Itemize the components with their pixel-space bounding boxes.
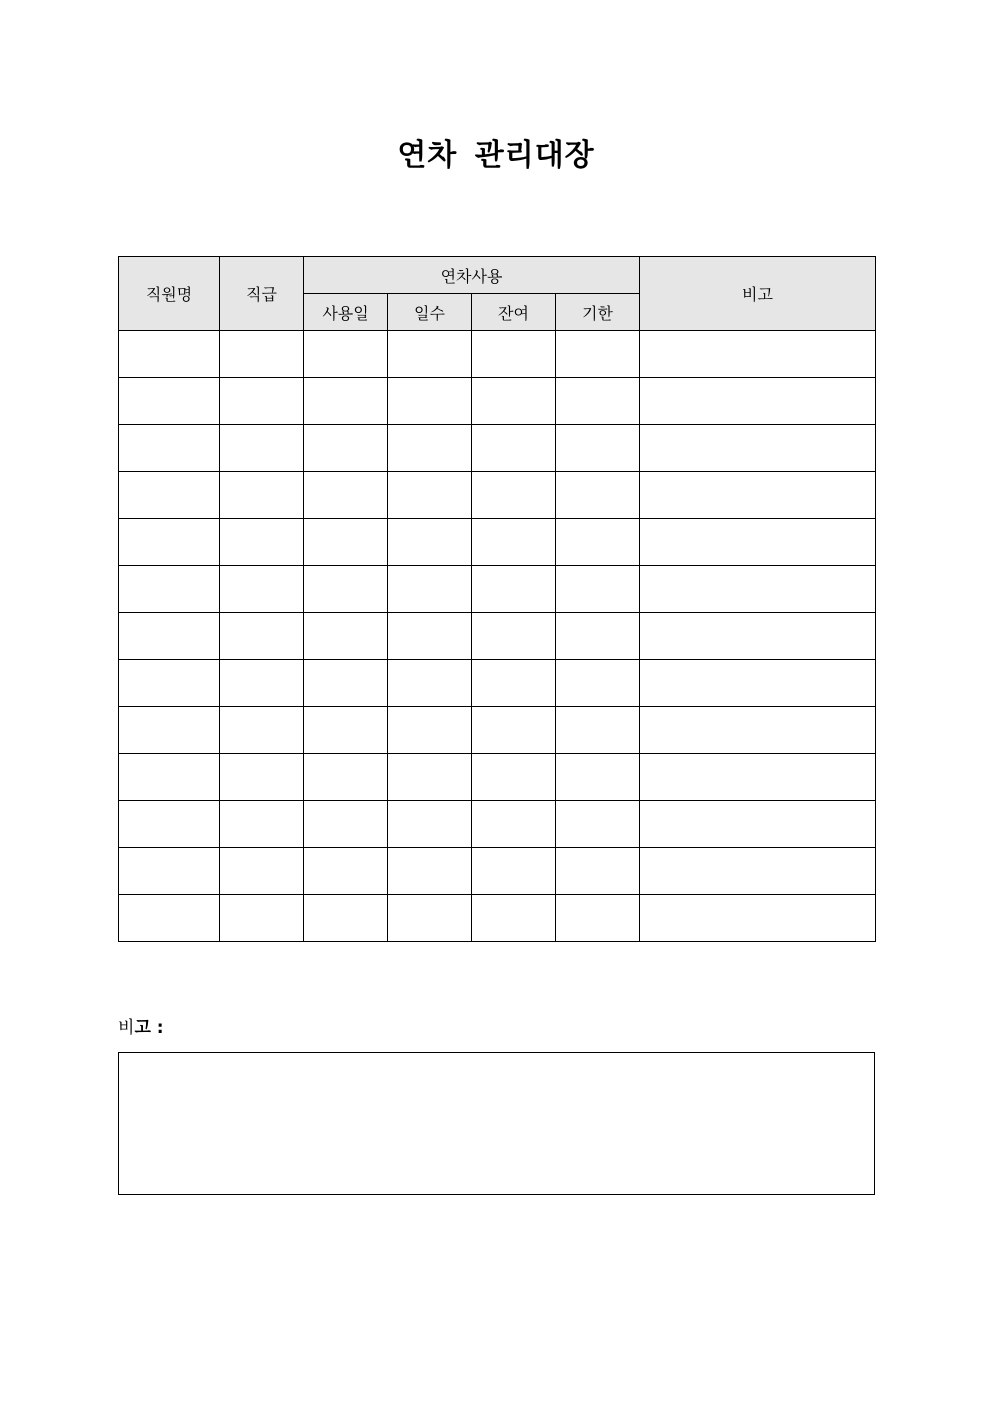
cell-remarks[interactable] (640, 707, 876, 754)
cell-position[interactable] (220, 425, 304, 472)
cell-deadline[interactable] (556, 660, 640, 707)
cell-position[interactable] (220, 801, 304, 848)
cell-days[interactable] (388, 660, 472, 707)
table-row (119, 660, 876, 707)
table-body (119, 331, 876, 942)
cell-deadline[interactable] (556, 566, 640, 613)
header-remaining: 잔여 (472, 294, 556, 331)
table-row (119, 754, 876, 801)
cell-days[interactable] (388, 566, 472, 613)
cell-position[interactable] (220, 566, 304, 613)
cell-days[interactable] (388, 801, 472, 848)
cell-remaining[interactable] (472, 801, 556, 848)
cell-use-date[interactable] (304, 895, 388, 942)
cell-position[interactable] (220, 472, 304, 519)
cell-position[interactable] (220, 895, 304, 942)
cell-employee-name[interactable] (119, 848, 220, 895)
cell-remarks[interactable] (640, 895, 876, 942)
cell-deadline[interactable] (556, 378, 640, 425)
table-row (119, 519, 876, 566)
annual-leave-table (118, 256, 876, 942)
cell-employee-name[interactable] (119, 707, 220, 754)
cell-position[interactable] (220, 754, 304, 801)
cell-days[interactable] (388, 472, 472, 519)
header-use-date: 사용일 (304, 294, 388, 331)
header-deadline: 기한 (556, 294, 640, 331)
cell-use-date[interactable] (304, 801, 388, 848)
cell-remaining[interactable] (472, 378, 556, 425)
cell-use-date[interactable] (304, 660, 388, 707)
table-row (119, 848, 876, 895)
cell-use-date[interactable] (304, 613, 388, 660)
remarks-label-prefix: 비 (118, 1018, 135, 1038)
page-title: 연차 관리대장 (397, 138, 595, 173)
cell-deadline[interactable] (556, 331, 640, 378)
cell-deadline[interactable] (556, 848, 640, 895)
cell-remarks[interactable] (640, 378, 876, 425)
cell-position[interactable] (220, 519, 304, 566)
cell-remaining[interactable] (472, 660, 556, 707)
header-annual-leave-use: 연차사용 (304, 257, 640, 294)
cell-remarks[interactable] (640, 754, 876, 801)
cell-deadline[interactable] (556, 801, 640, 848)
cell-remaining[interactable] (472, 754, 556, 801)
cell-deadline[interactable] (556, 754, 640, 801)
cell-use-date[interactable] (304, 472, 388, 519)
cell-deadline[interactable] (556, 519, 640, 566)
cell-employee-name[interactable] (119, 519, 220, 566)
cell-use-date[interactable] (304, 378, 388, 425)
cell-days[interactable] (388, 707, 472, 754)
cell-deadline[interactable] (556, 425, 640, 472)
remarks-label-bold: 고 : (134, 1018, 164, 1038)
cell-use-date[interactable] (304, 848, 388, 895)
cell-employee-name[interactable] (119, 754, 220, 801)
header-days: 일수 (388, 294, 472, 331)
table-row (119, 472, 876, 519)
cell-days[interactable] (388, 754, 472, 801)
cell-days[interactable] (388, 378, 472, 425)
cell-remaining[interactable] (472, 425, 556, 472)
cell-days[interactable] (388, 895, 472, 942)
cell-position[interactable] (220, 331, 304, 378)
cell-days[interactable] (388, 425, 472, 472)
cell-deadline[interactable] (556, 613, 640, 660)
table-row (119, 425, 876, 472)
cell-position[interactable] (220, 707, 304, 754)
cell-position[interactable] (220, 613, 304, 660)
cell-remarks[interactable] (640, 801, 876, 848)
cell-use-date[interactable] (304, 331, 388, 378)
cell-days[interactable] (388, 331, 472, 378)
cell-use-date[interactable] (304, 754, 388, 801)
table-row (119, 331, 876, 378)
table-row (119, 801, 876, 848)
table-row (119, 613, 876, 660)
table-row (119, 895, 876, 942)
cell-remaining[interactable] (472, 331, 556, 378)
header-employee-name: 직원명 (119, 257, 220, 331)
cell-remaining[interactable] (472, 848, 556, 895)
cell-use-date[interactable] (304, 707, 388, 754)
cell-remarks[interactable] (640, 472, 876, 519)
cell-employee-name[interactable] (119, 613, 220, 660)
header-remarks: 비고 (640, 257, 876, 331)
cell-days[interactable] (388, 848, 472, 895)
cell-remarks[interactable] (640, 660, 876, 707)
cell-employee-name[interactable] (119, 425, 220, 472)
cell-deadline[interactable] (556, 895, 640, 942)
table-row (119, 378, 876, 425)
cell-remaining[interactable] (472, 472, 556, 519)
header-position: 직급 (220, 257, 304, 331)
cell-days[interactable] (388, 613, 472, 660)
cell-employee-name[interactable] (119, 566, 220, 613)
cell-use-date[interactable] (304, 519, 388, 566)
cell-use-date[interactable] (304, 566, 388, 613)
cell-remaining[interactable] (472, 707, 556, 754)
cell-remarks[interactable] (640, 331, 876, 378)
cell-use-date[interactable] (304, 425, 388, 472)
cell-position[interactable] (220, 660, 304, 707)
cell-deadline[interactable] (556, 707, 640, 754)
cell-remarks[interactable] (640, 519, 876, 566)
header-row-top (119, 257, 876, 294)
cell-employee-name[interactable] (119, 660, 220, 707)
cell-remarks[interactable] (640, 848, 876, 895)
table-row (119, 566, 876, 613)
cell-employee-name[interactable] (119, 895, 220, 942)
cell-remarks[interactable] (640, 566, 876, 613)
cell-remaining[interactable] (472, 613, 556, 660)
cell-position[interactable] (220, 848, 304, 895)
cell-remaining[interactable] (472, 566, 556, 613)
remarks-box[interactable] (118, 1052, 875, 1195)
cell-employee-name[interactable] (119, 801, 220, 848)
cell-employee-name[interactable] (119, 331, 220, 378)
cell-employee-name[interactable] (119, 378, 220, 425)
cell-deadline[interactable] (556, 472, 640, 519)
cell-remaining[interactable] (472, 895, 556, 942)
cell-position[interactable] (220, 378, 304, 425)
table-header (119, 257, 876, 331)
table-row (119, 707, 876, 754)
cell-employee-name[interactable] (119, 472, 220, 519)
cell-remarks[interactable] (640, 425, 876, 472)
remarks-label (118, 1016, 164, 1040)
cell-remarks[interactable] (640, 613, 876, 660)
cell-days[interactable] (388, 519, 472, 566)
cell-remaining[interactable] (472, 519, 556, 566)
